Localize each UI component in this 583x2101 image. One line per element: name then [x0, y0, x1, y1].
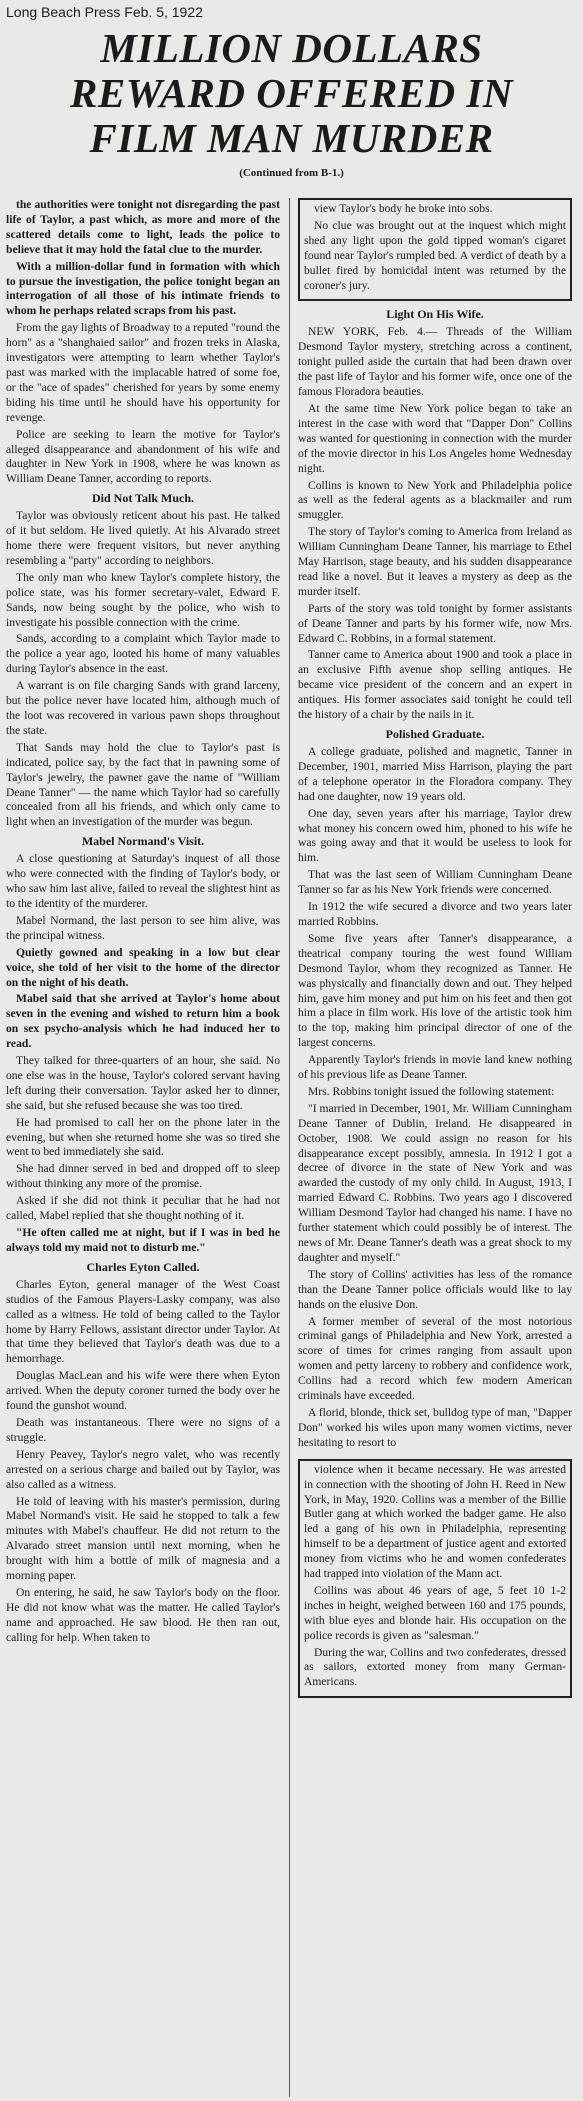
subheading: Charles Eyton Called. [86, 1259, 200, 1274]
article-paragraph: "He often called me at night, but if I was in bed he always told my maid not to disturb me." [6, 1226, 280, 1254]
article-paragraph: Collins is known to New York and Philadelphia police as well as the federal agents as a blackmailer and rum smuggler. [298, 478, 572, 522]
article-paragraph: He told of leaving with his master's permission, during Mabel Normand's visit. He said he stopped to talk a few minutes with Mabel's chauffeur. He did not return to the Alvarado street mansion until next morning, when he brought with him a bottle of milk of magnesia and a morning paper. [6, 1494, 280, 1583]
article-paragraph: One day, seven years after his marriage, Taylor drew what money his concern owed him, phoned to his wife he was going away and that it would be useless to look for him. [298, 806, 572, 865]
subheading: Did Not Talk Much. [91, 491, 195, 506]
article-paragraph: Mrs. Robbins tonight issued the following statement: [308, 1084, 555, 1098]
article-paragraph: A close questioning at Saturday's inquest of all those who were connected with the finding of Taylor's body, or who saw him last alive, failed to reveal the slightest hint as to the identity of the murderer. [6, 852, 280, 910]
subheading: Light On His Wife. [386, 307, 484, 322]
article-paragraph: Death was instantaneous. There were no signs of a struggle. [6, 1415, 280, 1444]
headline [6, 26, 577, 161]
article-paragraph: the authorities were tonight not disregarding the past life of Taylor, a past which, as more and more of the scattered details come to light, leads the police to believe that it may hold the fatal clue to the murder. [6, 198, 280, 256]
article-paragraph: NEW YORK, Feb. 4.— Threads of the William Desmond Taylor mystery, stretching across a continent, tonight pulled aside the curtain that had been drawn over the past life of Taylor and his former wife, once one of the famous Floradora beauties. [298, 325, 572, 399]
article-paragraph: Charles Eyton, general manager of the West Coast studios of the Famous Players-Lasky company, was also called as a witness. He told of being called to the Taylor home by Harry Fellows, assistant director under Taylor. At that time they believed that Taylor's death was due to a hemorrhage. [6, 1277, 280, 1366]
masthead: Long Beach Press Feb. 5, 1922 [6, 4, 203, 20]
right-column-body [298, 307, 572, 1450]
article-paragraph: Apparently Taylor's friends in movie land knew nothing of his previous life as Deane Tanner. [298, 1053, 572, 1082]
article-paragraph: The story of Collins' activities has less of the romance than the Deane Tanner police officials would like to lay hands on the elusive Don. [298, 1267, 572, 1311]
article-paragraph: Mabel Normand, the last person to see him alive, was the principal witness. [6, 913, 280, 942]
subheading: Mabel Normand's Visit. [81, 834, 205, 849]
article-paragraph: Parts of the story was told tonight by former assistants of Deane Tanner and parts by his former wife, now Mrs. Edward C. Robbins, in a formal statement. [298, 601, 572, 645]
article-paragraph: From the gay lights of Broadway to a reputed "round the horn" as a "shanghaied sailor" and frozen treks in Alaska, investigators were attempting to learn whether Taylor's past was marked with the implacable hatred of some foe, or the "ace of spades" cherished for years by some enemy biding his time until he should have his opportunity for revenge. [6, 321, 280, 424]
article-paragraph: Police are seeking to learn the motive for Taylor's alleged disappearance and abandonment of his wife and daughter in New York in 1908, where he was known as William Deane Tanner, according to reports. [6, 427, 280, 486]
article-paragraph: He had promised to call her on the phone later in the evening, but when she returned home she was so tired she went to bed immediately she said. [6, 1115, 280, 1159]
article-paragraph: The only man who knew Taylor's complete history, the police state, was his former secretary-valet, Edward F. Sands, now being sought by the police, who wish to investigate his possible connection with the crime. [6, 570, 280, 629]
article-paragraph: The story of Taylor's coming to America from Ireland as William Cunningham Deane Tanner, his marriage to Ethel May Harrison, stage beauty, and his sudden disappearance read like a novel. But it leaves a mystery as deep as the murder itself. [298, 525, 572, 598]
left-column [6, 198, 280, 2097]
article-paragraph: On entering, he said, he saw Taylor's body on the floor. He did not know what was the matter. He called Taylor's name and approached. He saw blood. He then ran out, calling for help. When taken to [6, 1585, 280, 1644]
article-paragraph: Quietly gowned and speaking in a low but clear voice, she told of her visit to the home of the director on the night of his death. [6, 945, 280, 989]
headline-line: MILLION DOLLARS [100, 25, 483, 71]
article-paragraph: No clue was brought out at the inquest which might shed any light upon the gold tipped woman's cigaret found near Taylor's rumpled bed. A verdict of death by a bullet fired by homicidal intent was returned by the coroner's jury. [304, 218, 566, 292]
article-paragraph: Douglas MacLean and his wife were there when Eyton arrived. When the deputy coroner turned the body over he found the gunshot wound. [6, 1369, 280, 1413]
article-paragraph: Tanner came to America about 1900 and took a place in an exclusive Fifth avenue shop selling antiques. He became vice president of the concern and an expert in antiques. His former associates said tonight he could tell the history of a chair by the nails in it. [298, 648, 572, 722]
article-paragraph: A florid, blonde, thick set, bulldog type of man, "Dapper Don" worked his wiles upon many women victims, never hesitating to resort to [298, 1405, 572, 1449]
article-paragraph: During the war, Collins and two confederates, dressed as sailors, extorted money from many German-Americans. [304, 1645, 566, 1689]
continued-note: (Continued from B-1.) [239, 167, 344, 179]
article-paragraph: A college graduate, polished and magnetic, Tanner in December, 1901, married Miss Harrison, playing the part of a telephone operator in the Floradora company. They had one daughter, now 19 years old. [298, 745, 572, 803]
article-columns [6, 198, 577, 2097]
article-paragraph: Collins was about 46 years of age, 5 feet 10 1-2 inches in height, weighed between 160 and 175 pounds, with blue eyes and blonde hair. His occupation on the police records is given as "salesman." [304, 1583, 566, 1642]
article-paragraph: Mabel said that she arrived at Taylor's home about seven in the evening and wished to return him a book on sex psycho-analysis which he had induced her to read. [6, 992, 280, 1051]
headline-line: REWARD OFFERED IN [70, 70, 513, 116]
article-paragraph: view Taylor's body he broke into sobs. [314, 202, 493, 215]
article-paragraph: At the same time New York police began to take an interest in the case with word that "Dapper Don" Collins was wanted for questioning in connection with the murder of the movie director in his Los Angeles home Wednesday night. [298, 401, 572, 475]
article-paragraph: They talked for three-quarters of an hour, she said. No one else was in the house, Taylor's colored servant having left during their conversation. Taylor asked her to dinner, she said, but she refused because she was too tired. [6, 1054, 280, 1112]
article-paragraph: Sands, according to a complaint which Taylor made to the police a year ago, looted his home of many valuables during Taylor's absence in the east. [6, 632, 280, 676]
subheading: Polished Graduate. [385, 727, 485, 741]
right-column [298, 198, 572, 2097]
article-paragraph: A former member of several of the most notorious criminal gangs of Philadelphia and New York, arrested a score of times for crimes ranging from assault upon women and petty larceny to robbery and confidence work, Collins had a record which few modern American criminals have exceeded. [298, 1314, 572, 1403]
article-paragraph: Henry Peavey, Taylor's negro valet, who was recently arrested on a serious charge and bailed out by Taylor, was also called as a witness. [6, 1447, 280, 1491]
article-paragraph: She had dinner served in bed and dropped off to sleep without thinking any more of the promise. [6, 1162, 280, 1191]
article-paragraph: A warrant is on file charging Sands with grand larceny, but the police never have located him, although much of the loot was recovered in various pawn shops throughout the state. [6, 679, 280, 737]
article-paragraph: That was the last seen of William Cunningham Deane Tanner so far as his New York friends were concerned. [298, 868, 572, 897]
headline-line: FILM MAN MURDER [89, 115, 494, 161]
article-paragraph: Some five years after Tanner's disappearance, a theatrical company touring the west found William Desmond Taylor, whom they recognized as Tanner. He was physically and financially down and out. They helped him, gave him money and put him on his feet and then got him a place in film work. His love of the artistic took him to the top, making him principal director of one of the largest concerns. [298, 931, 572, 1050]
article-paragraph: "I married in December, 1901, Mr. William Cunningham Deane Tanner of Dublin, Ireland. He disappeared in October, 1908. We could assign no reason for his disappearance except possibly, amnesia. In 1912 I got a decree of divorce in the state of New York and was awarded the custody of my only child. In August, 1913, I married Edward C. Robbins. Two years ago I discovered William Desmond Taylor had changed his name. I have no further statement which could possibly be of interest. The news of Mr. Deane Tanner's death was a great shock to my daughter and myself." [298, 1101, 572, 1264]
column-divider [289, 198, 290, 2097]
article-paragraph: Asked if she did not think it peculiar that he had not called, Mabel replied that she thought nothing of it. [6, 1194, 280, 1223]
article-paragraph: Taylor was obviously reticent about his past. He talked of it but seldom. He lived quietly. At his Alvarado street home there were frequent visitors, but never anything resembling a "party" according to neighbors. [6, 509, 280, 567]
article-paragraph: That Sands may hold the clue to Taylor's past is indicated, police say, by the fact that in pawning some of Taylor's jewelry, the pawner gave the name of "William Deane Tanner" — the name which Taylor had so carefully concealed from all his friends, and which only came to light when an investigation of the murder was begun. [6, 740, 280, 829]
boxed-tail [298, 1459, 572, 1699]
article-paragraph: In 1912 the wife secured a divorce and two years later married Robbins. [298, 900, 572, 928]
article-paragraph: violence when it became necessary. He was arrested in connection with the shooting of John H. Reed in New York, in May, 1920. Collins was a member of the Billie Butler gang at which worked the badger game. He also led a gang of his own in Philadelphia, representing himself to be a department of justice agent and extorted money from victims who he and women confederates had trapped into violation of the Mann act. [304, 1462, 566, 1581]
boxed-continuation [298, 198, 572, 301]
article-paragraph: With a million-dollar fund in formation with which to pursue the investigation, the police tonight began an interrogation of all those of his intimate friends to whom he perhaps related scraps from his past. [6, 259, 280, 318]
